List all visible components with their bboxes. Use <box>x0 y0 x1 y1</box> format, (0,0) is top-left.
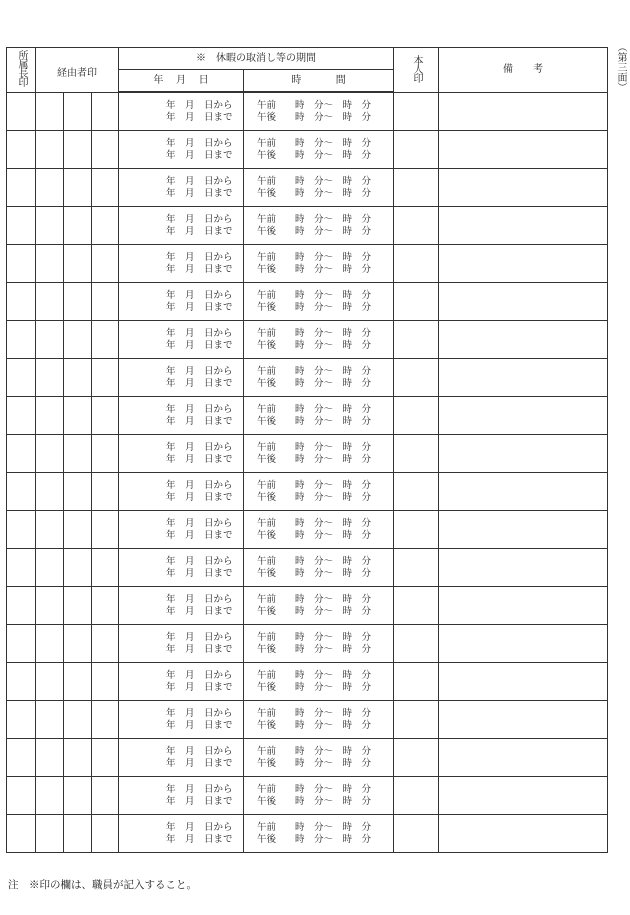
date-from: 年 月 日から <box>166 555 233 567</box>
remarks-cell[interactable] <box>439 321 608 359</box>
date-to: 年 月 日まで <box>166 453 233 465</box>
time-range-cell[interactable] <box>244 663 394 701</box>
time-range-cell[interactable] <box>244 245 394 283</box>
self-seal-cell[interactable] <box>394 625 439 663</box>
time-am: 午前 時 分～ 時 分 <box>257 327 372 339</box>
interval-label: 間 <box>335 74 346 86</box>
date-from: 年 月 日から <box>166 365 233 377</box>
time-am: 午前 時 分～ 時 分 <box>257 631 372 643</box>
office-head-seal-label: 所属長印 <box>16 50 27 86</box>
via-seal-cell[interactable] <box>36 283 64 321</box>
office-head-seal-cell[interactable] <box>7 815 36 853</box>
office-head-seal-cell[interactable] <box>7 207 36 245</box>
via-seal-cell[interactable] <box>92 283 119 321</box>
date-from: 年 月 日から <box>166 251 233 263</box>
remarks-cell[interactable] <box>439 739 608 777</box>
date-to: 年 月 日まで <box>166 719 233 731</box>
date-column-header <box>119 70 244 92</box>
office-head-seal-cell[interactable] <box>7 777 36 815</box>
self-seal-header <box>394 48 439 93</box>
via-seal-cell[interactable] <box>36 473 64 511</box>
office-head-seal-cell[interactable] <box>7 397 36 435</box>
date-from: 年 月 日から <box>166 99 233 111</box>
form-row <box>7 473 608 511</box>
date-to: 年 月 日まで <box>166 377 233 389</box>
via-seal-cell[interactable] <box>36 169 64 207</box>
via-seal-cell[interactable] <box>64 473 92 511</box>
time-pm: 午後 時 分～ 時 分 <box>257 339 372 351</box>
via-seal-cell[interactable] <box>36 131 64 169</box>
date-to: 年 月 日まで <box>166 225 233 237</box>
time-am: 午前 時 分～ 時 分 <box>257 441 372 453</box>
via-seal-cell[interactable] <box>36 435 64 473</box>
via-seal-cell[interactable] <box>92 777 119 815</box>
office-head-seal-cell[interactable] <box>7 131 36 169</box>
date-from: 年 月 日から <box>166 745 233 757</box>
time-range-cell[interactable] <box>244 93 394 131</box>
remarks-cell[interactable] <box>439 435 608 473</box>
page-label: （第三面） <box>615 42 626 92</box>
form-row <box>7 549 608 587</box>
office-head-seal-cell[interactable] <box>7 169 36 207</box>
via-seal-cell[interactable] <box>64 739 92 777</box>
time-pm: 午後 時 分～ 時 分 <box>257 681 372 693</box>
via-seal-cell[interactable] <box>64 625 92 663</box>
date-range-cell[interactable] <box>119 739 244 777</box>
date-range-cell[interactable] <box>119 625 244 663</box>
time-range-cell[interactable] <box>244 815 394 853</box>
period-title-label: ※ 休暇の取消し等の期間 <box>196 52 317 64</box>
date-range-cell[interactable] <box>119 321 244 359</box>
time-range-cell[interactable] <box>244 701 394 739</box>
self-seal-cell[interactable] <box>394 511 439 549</box>
time-pm: 午後 時 分～ 時 分 <box>257 453 372 465</box>
date-to: 年 月 日まで <box>166 415 233 427</box>
remarks-cell[interactable] <box>439 701 608 739</box>
self-seal-cell[interactable] <box>394 245 439 283</box>
office-head-seal-cell[interactable] <box>7 359 36 397</box>
via-seal-cell[interactable] <box>36 663 64 701</box>
form-row <box>7 701 608 739</box>
time-pm: 午後 時 分～ 時 分 <box>257 187 372 199</box>
time-pm: 午後 時 分～ 時 分 <box>257 567 372 579</box>
via-seal-cell[interactable] <box>64 397 92 435</box>
via-seal-cell[interactable] <box>92 245 119 283</box>
self-seal-cell[interactable] <box>394 815 439 853</box>
time-am: 午前 時 分～ 時 分 <box>257 783 372 795</box>
via-seal-cell[interactable] <box>36 815 64 853</box>
via-seal-cell[interactable] <box>64 283 92 321</box>
date-from: 年 月 日から <box>166 327 233 339</box>
self-seal-cell[interactable] <box>394 359 439 397</box>
date-from: 年 月 日から <box>166 783 233 795</box>
date-from: 年 月 日から <box>166 707 233 719</box>
form-row <box>7 435 608 473</box>
date-from: 年 月 日から <box>166 821 233 833</box>
time-am: 午前 時 分～ 時 分 <box>257 251 372 263</box>
time-am: 午前 時 分～ 時 分 <box>257 99 372 111</box>
form-row <box>7 739 608 777</box>
date-to: 年 月 日まで <box>166 529 233 541</box>
self-seal-cell[interactable] <box>394 321 439 359</box>
time-column-header <box>244 70 394 92</box>
date-to: 年 月 日まで <box>166 301 233 313</box>
self-seal-cell[interactable] <box>394 473 439 511</box>
date-from: 年 月 日から <box>166 213 233 225</box>
via-seal-cell[interactable] <box>92 587 119 625</box>
via-seal-cell[interactable] <box>64 359 92 397</box>
time-range-cell[interactable] <box>244 283 394 321</box>
via-seal-cell[interactable] <box>64 207 92 245</box>
remarks-cell[interactable] <box>439 359 608 397</box>
time-am: 午前 時 分～ 時 分 <box>257 593 372 605</box>
via-seal-cell[interactable] <box>92 397 119 435</box>
self-seal-cell[interactable] <box>394 283 439 321</box>
year-label: 年 <box>153 74 164 86</box>
remarks-cell[interactable] <box>439 815 608 853</box>
via-seal-cell[interactable] <box>36 321 64 359</box>
form-row <box>7 663 608 701</box>
via-seal-cell[interactable] <box>92 815 119 853</box>
time-range-cell[interactable] <box>244 587 394 625</box>
time-range-cell[interactable] <box>244 511 394 549</box>
date-from: 年 月 日から <box>166 631 233 643</box>
time-am: 午前 時 分～ 時 分 <box>257 403 372 415</box>
remarks-cell[interactable] <box>439 131 608 169</box>
remarks-cell[interactable] <box>439 587 608 625</box>
time-pm: 午後 時 分～ 時 分 <box>257 529 372 541</box>
self-seal-label: 本人印 <box>411 54 423 82</box>
via-seal-cell[interactable] <box>64 93 92 131</box>
time-pm: 午後 時 分～ 時 分 <box>257 111 372 123</box>
date-from: 年 月 日から <box>166 441 233 453</box>
via-seal-cell[interactable] <box>92 359 119 397</box>
via-seal-cell[interactable] <box>92 207 119 245</box>
via-seal-cell[interactable] <box>36 587 64 625</box>
via-seal-cell[interactable] <box>36 777 64 815</box>
form-row <box>7 93 608 131</box>
time-am: 午前 時 分～ 時 分 <box>257 555 372 567</box>
remarks-cell[interactable] <box>439 511 608 549</box>
form-row <box>7 207 608 245</box>
form-row <box>7 777 608 815</box>
self-seal-cell[interactable] <box>394 207 439 245</box>
via-seal-cell[interactable] <box>92 511 119 549</box>
time-am: 午前 時 分～ 時 分 <box>257 517 372 529</box>
self-seal-cell[interactable] <box>394 587 439 625</box>
form-row <box>7 511 608 549</box>
self-seal-cell[interactable] <box>394 93 439 131</box>
time-am: 午前 時 分～ 時 分 <box>257 745 372 757</box>
time-range-cell[interactable] <box>244 397 394 435</box>
via-seal-cell[interactable] <box>64 815 92 853</box>
via-seal-cell[interactable] <box>36 207 64 245</box>
via-seal-cell[interactable] <box>36 701 64 739</box>
time-am: 午前 時 分～ 時 分 <box>257 707 372 719</box>
office-head-seal-cell[interactable] <box>7 435 36 473</box>
via-seal-cell[interactable] <box>92 739 119 777</box>
self-seal-cell[interactable] <box>394 397 439 435</box>
date-to: 年 月 日まで <box>166 263 233 275</box>
office-head-seal-cell[interactable] <box>7 663 36 701</box>
via-seal-label: 経由者印 <box>57 68 98 79</box>
time-pm: 午後 時 分～ 時 分 <box>257 757 372 769</box>
office-head-seal-cell[interactable] <box>7 283 36 321</box>
via-seal-cell[interactable] <box>64 777 92 815</box>
remarks-cell[interactable] <box>439 207 608 245</box>
date-from: 年 月 日から <box>166 593 233 605</box>
office-head-seal-cell[interactable] <box>7 701 36 739</box>
date-range-cell[interactable] <box>119 93 244 131</box>
self-seal-cell[interactable] <box>394 169 439 207</box>
via-seal-cell[interactable] <box>92 435 119 473</box>
via-seal-cell[interactable] <box>92 131 119 169</box>
time-pm: 午後 時 分～ 時 分 <box>257 301 372 313</box>
via-seal-cell[interactable] <box>36 397 64 435</box>
month-label: 月 <box>176 74 187 86</box>
time-pm: 午後 時 分～ 時 分 <box>257 833 372 845</box>
time-am: 午前 時 分～ 時 分 <box>257 213 372 225</box>
date-to: 年 月 日まで <box>166 643 233 655</box>
office-head-seal-cell[interactable] <box>7 245 36 283</box>
date-from: 年 月 日から <box>166 137 233 149</box>
date-range-cell[interactable] <box>119 131 244 169</box>
time-am: 午前 時 分～ 時 分 <box>257 137 372 149</box>
via-seal-cell[interactable] <box>92 701 119 739</box>
date-range-cell[interactable] <box>119 245 244 283</box>
via-seal-cell[interactable] <box>92 663 119 701</box>
office-head-seal-cell[interactable] <box>7 93 36 131</box>
leave-cancellation-form <box>6 47 608 853</box>
time-pm: 午後 時 分～ 時 分 <box>257 377 372 389</box>
via-seal-cell[interactable] <box>36 549 64 587</box>
date-from: 年 月 日から <box>166 517 233 529</box>
date-from: 年 月 日から <box>166 403 233 415</box>
time-pm: 午後 時 分～ 時 分 <box>257 605 372 617</box>
date-to: 年 月 日まで <box>166 833 233 845</box>
time-range-cell[interactable] <box>244 625 394 663</box>
remarks-cell[interactable] <box>439 777 608 815</box>
date-to: 年 月 日まで <box>166 795 233 807</box>
day-label: 日 <box>198 74 209 86</box>
via-seal-cell[interactable] <box>36 359 64 397</box>
time-pm: 午後 時 分～ 時 分 <box>257 415 372 427</box>
form-row <box>7 169 608 207</box>
office-head-seal-cell[interactable] <box>7 549 36 587</box>
date-from: 年 月 日から <box>166 175 233 187</box>
time-range-cell[interactable] <box>244 207 394 245</box>
form-row <box>7 245 608 283</box>
form-row <box>7 321 608 359</box>
hour-label: 時 <box>291 74 302 86</box>
via-seal-cell[interactable] <box>36 93 64 131</box>
date-to: 年 月 日まで <box>166 339 233 351</box>
time-range-cell[interactable] <box>244 777 394 815</box>
remarks-cell[interactable] <box>439 93 608 131</box>
date-from: 年 月 日から <box>166 669 233 681</box>
via-seal-cell[interactable] <box>64 701 92 739</box>
date-range-cell[interactable] <box>119 701 244 739</box>
via-seal-cell[interactable] <box>92 473 119 511</box>
office-head-seal-cell[interactable] <box>7 511 36 549</box>
via-seal-header <box>36 48 119 93</box>
remarks-cell[interactable] <box>439 549 608 587</box>
date-range-cell[interactable] <box>119 511 244 549</box>
self-seal-cell[interactable] <box>394 701 439 739</box>
form-row <box>7 359 608 397</box>
time-pm: 午後 時 分～ 時 分 <box>257 225 372 237</box>
via-seal-cell[interactable] <box>36 245 64 283</box>
via-seal-cell[interactable] <box>92 625 119 663</box>
time-am: 午前 時 分～ 時 分 <box>257 821 372 833</box>
date-to: 年 月 日まで <box>166 605 233 617</box>
via-seal-cell[interactable] <box>64 549 92 587</box>
time-am: 午前 時 分～ 時 分 <box>257 175 372 187</box>
self-seal-cell[interactable] <box>394 549 439 587</box>
form-row <box>7 131 608 169</box>
date-to: 年 月 日まで <box>166 187 233 199</box>
date-range-cell[interactable] <box>119 397 244 435</box>
time-range-cell[interactable] <box>244 739 394 777</box>
date-range-cell[interactable] <box>119 587 244 625</box>
date-range-cell[interactable] <box>119 777 244 815</box>
form-row <box>7 815 608 853</box>
form-row <box>7 397 608 435</box>
via-seal-cell[interactable] <box>92 169 119 207</box>
via-seal-cell[interactable] <box>92 321 119 359</box>
via-seal-cell[interactable] <box>64 587 92 625</box>
office-head-seal-cell[interactable] <box>7 739 36 777</box>
time-range-cell[interactable] <box>244 435 394 473</box>
self-seal-cell[interactable] <box>394 663 439 701</box>
via-seal-cell[interactable] <box>64 169 92 207</box>
remarks-cell[interactable] <box>439 663 608 701</box>
via-seal-cell[interactable] <box>64 663 92 701</box>
via-seal-cell[interactable] <box>64 511 92 549</box>
office-head-seal-cell[interactable] <box>7 321 36 359</box>
time-pm: 午後 時 分～ 時 分 <box>257 795 372 807</box>
form-row <box>7 625 608 663</box>
period-title-header <box>119 48 394 70</box>
date-range-cell[interactable] <box>119 663 244 701</box>
via-seal-cell[interactable] <box>64 435 92 473</box>
office-head-seal-cell[interactable] <box>7 625 36 663</box>
via-seal-cell[interactable] <box>36 511 64 549</box>
remarks-cell[interactable] <box>439 245 608 283</box>
via-seal-cell[interactable] <box>64 245 92 283</box>
via-seal-cell[interactable] <box>36 739 64 777</box>
remarks-label: 備 考 <box>503 64 544 75</box>
time-range-cell[interactable] <box>244 131 394 169</box>
date-to: 年 月 日まで <box>166 681 233 693</box>
date-range-cell[interactable] <box>119 815 244 853</box>
time-am: 午前 時 分～ 時 分 <box>257 365 372 377</box>
time-range-cell[interactable] <box>244 169 394 207</box>
time-pm: 午後 時 分～ 時 分 <box>257 149 372 161</box>
date-to: 年 月 日まで <box>166 491 233 503</box>
time-range-cell[interactable] <box>244 359 394 397</box>
via-seal-cell[interactable] <box>36 625 64 663</box>
via-seal-cell[interactable] <box>64 131 92 169</box>
self-seal-cell[interactable] <box>394 435 439 473</box>
time-pm: 午後 時 分～ 時 分 <box>257 491 372 503</box>
self-seal-cell[interactable] <box>394 739 439 777</box>
via-seal-cell[interactable] <box>64 321 92 359</box>
self-seal-cell[interactable] <box>394 131 439 169</box>
remarks-cell[interactable] <box>439 625 608 663</box>
office-head-seal-header <box>7 48 36 93</box>
date-range-cell[interactable] <box>119 549 244 587</box>
time-range-cell[interactable] <box>244 321 394 359</box>
office-head-seal-cell[interactable] <box>7 587 36 625</box>
time-am: 午前 時 分～ 時 分 <box>257 289 372 301</box>
form-row <box>7 587 608 625</box>
date-from: 年 月 日から <box>166 479 233 491</box>
office-head-seal-cell[interactable] <box>7 473 36 511</box>
self-seal-cell[interactable] <box>394 777 439 815</box>
via-seal-cell[interactable] <box>92 93 119 131</box>
via-seal-cell[interactable] <box>92 549 119 587</box>
date-to: 年 月 日まで <box>166 757 233 769</box>
time-am: 午前 時 分～ 時 分 <box>257 479 372 491</box>
time-range-cell[interactable] <box>244 549 394 587</box>
time-pm: 午後 時 分～ 時 分 <box>257 719 372 731</box>
date-range-cell[interactable] <box>119 359 244 397</box>
time-pm: 午後 時 分～ 時 分 <box>257 643 372 655</box>
form-row <box>7 283 608 321</box>
date-to: 年 月 日まで <box>166 567 233 579</box>
remarks-cell[interactable] <box>439 473 608 511</box>
date-from: 年 月 日から <box>166 289 233 301</box>
date-range-cell[interactable] <box>119 169 244 207</box>
date-range-cell[interactable] <box>119 435 244 473</box>
remarks-cell[interactable] <box>439 397 608 435</box>
date-range-cell[interactable] <box>119 207 244 245</box>
remarks-header <box>439 48 608 93</box>
date-to: 年 月 日まで <box>166 111 233 123</box>
time-range-cell[interactable] <box>244 473 394 511</box>
time-am: 午前 時 分～ 時 分 <box>257 669 372 681</box>
remarks-cell[interactable] <box>439 283 608 321</box>
remarks-cell[interactable] <box>439 169 608 207</box>
time-pm: 午後 時 分～ 時 分 <box>257 263 372 275</box>
date-range-cell[interactable] <box>119 283 244 321</box>
date-to: 年 月 日まで <box>166 149 233 161</box>
date-range-cell[interactable] <box>119 473 244 511</box>
footnote: 注 ※印の欄は、職員が記入すること。 <box>8 879 197 891</box>
